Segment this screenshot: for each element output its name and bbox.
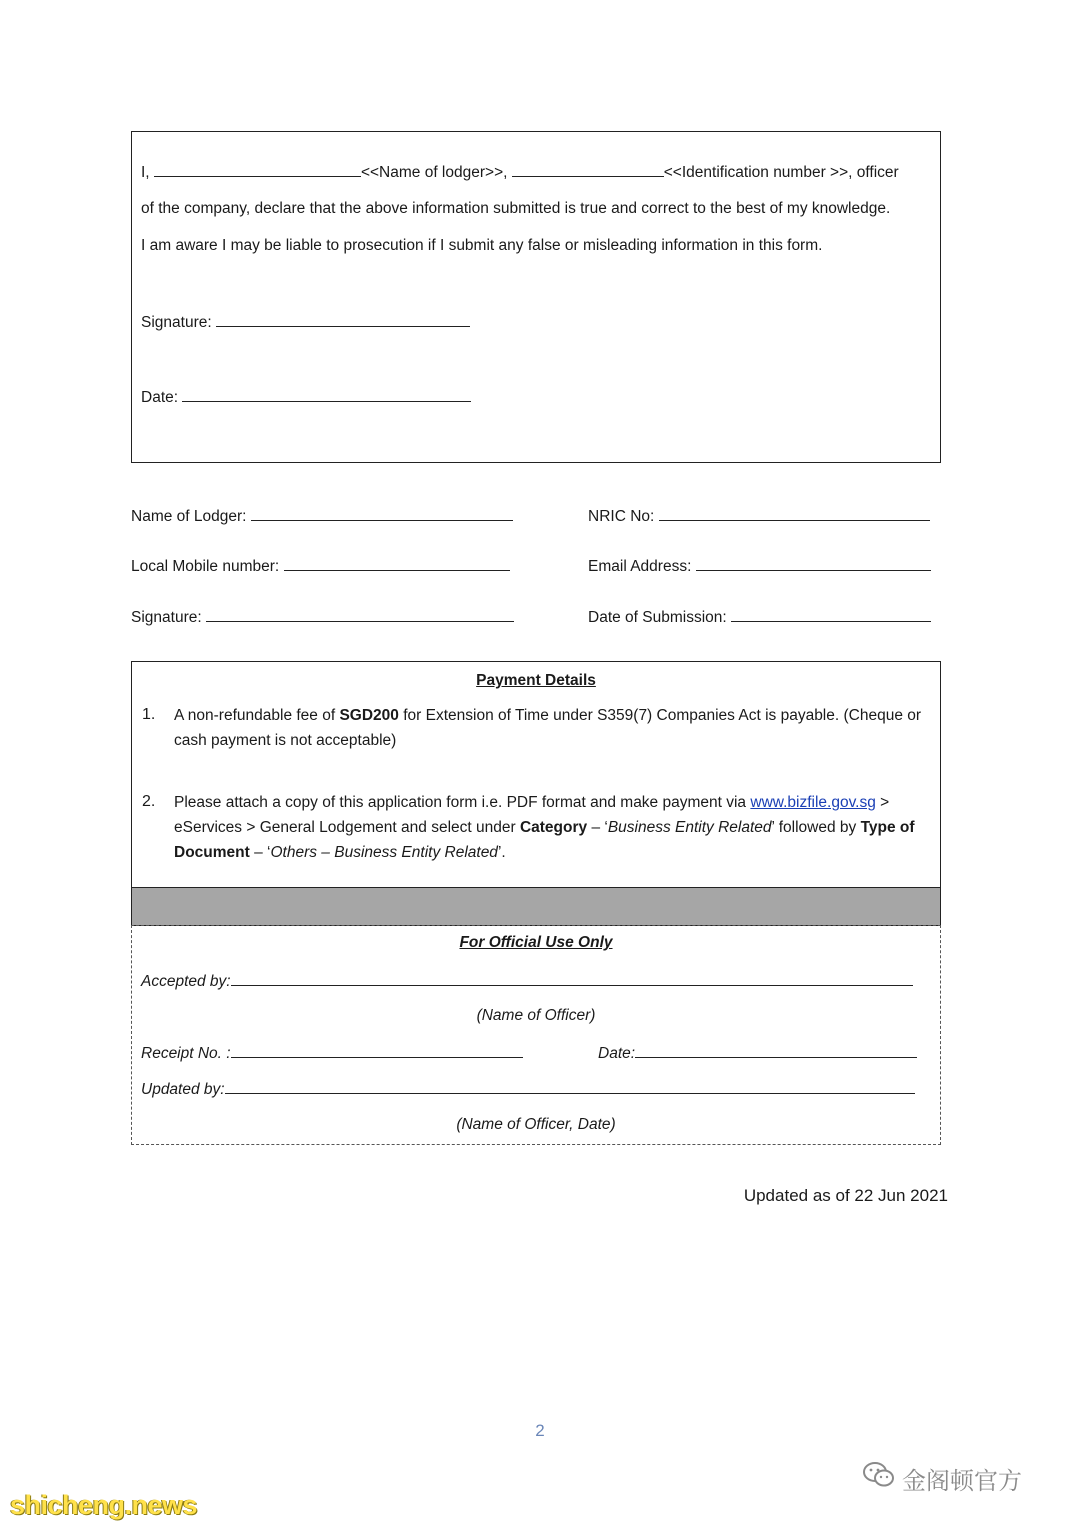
- payment-item-2-number: 2.: [142, 793, 156, 810]
- lodger-name-field: [131, 506, 513, 526]
- page-number: 2: [535, 1421, 545, 1440]
- submission-date-label: Date of Submission:: [588, 609, 727, 626]
- receipt-input[interactable]: [231, 1043, 523, 1058]
- lodger-name-blank[interactable]: [154, 162, 361, 177]
- category-label: Category: [519, 819, 588, 836]
- nric-field: [588, 506, 930, 526]
- payment-details-box: [131, 661, 941, 888]
- updated-date-note: Updated as of 22 Jun 2021: [743, 1186, 948, 1205]
- declaration-signature-label: Signature:: [141, 314, 212, 331]
- official-date-field: [598, 1043, 917, 1063]
- identification-blank[interactable]: [512, 162, 664, 177]
- identification-placeholder: <<Identification number >>, officer: [663, 164, 899, 181]
- official-use-title: For Official Use Only: [459, 934, 613, 951]
- site-watermark: shicheng.news: [10, 1490, 198, 1520]
- lodger-signature-field: [131, 607, 514, 627]
- payment-item-1-text-b: for Extension of Time under S359(7) Companies Act is payable. (Cheque or cash payment is not acceptable): [174, 707, 922, 749]
- payment-item-2-text-a: Please attach a copy of this application form i.e. PDF format and make payment via: [174, 794, 751, 811]
- name-of-officer-caption: (Name of Officer): [476, 1007, 596, 1024]
- declaration-date-blank[interactable]: [182, 387, 471, 402]
- declaration-line-2: of the company, declare that the above information submitted is true and correct to the best of my knowledge.: [141, 200, 891, 217]
- wechat-icon: [862, 1461, 896, 1496]
- payment-item-2-text-e: – ‘: [249, 844, 271, 861]
- declaration-line-1: [141, 162, 899, 182]
- payment-details-title: Payment Details: [476, 672, 596, 689]
- nric-input[interactable]: [659, 506, 930, 521]
- payment-item-1: [174, 703, 932, 753]
- document-type-label: Type of Document: [174, 819, 915, 861]
- receipt-label: Receipt No. :: [141, 1045, 231, 1062]
- document-type-value: Others – Business Entity Related: [270, 844, 498, 861]
- lodger-name-placeholder: <<Name of lodger>>,: [360, 164, 508, 181]
- payment-item-1-text-a: A non-refundable fee of: [174, 707, 340, 724]
- wechat-account-name: 金阁顿官方: [902, 1468, 1022, 1495]
- name-of-officer-date-caption: (Name of Officer, Date): [456, 1116, 616, 1133]
- nric-label: NRIC No:: [588, 508, 655, 525]
- email-field: [588, 556, 931, 576]
- declaration-signature-field: [141, 312, 470, 332]
- payment-item-2-text-c: – ‘: [587, 819, 608, 836]
- payment-item-2-text-b: > eServices > General Lodgement and select under: [174, 794, 890, 836]
- lodger-name-input[interactable]: [251, 506, 513, 521]
- payment-item-1-number: 1.: [142, 706, 156, 723]
- updated-by-field: [141, 1079, 915, 1099]
- receipt-field: [141, 1043, 523, 1063]
- updated-by-input[interactable]: [225, 1079, 915, 1094]
- declaration-line-3: I am aware I may be liable to prosecution if I submit any false or misleading information in this form.: [141, 237, 823, 254]
- payment-item-2-text-d: ’ followed by: [771, 819, 861, 836]
- mobile-input[interactable]: [284, 556, 510, 571]
- email-label: Email Address:: [588, 558, 692, 575]
- official-use-box: [131, 925, 941, 1145]
- declaration-prefix: I,: [141, 164, 150, 181]
- updated-by-label: Updated by:: [141, 1081, 225, 1098]
- declaration-date-field: [141, 387, 471, 407]
- separator-bar: [131, 887, 941, 926]
- payment-item-2: [174, 790, 932, 865]
- payment-item-2-text-f: ’.: [497, 844, 506, 861]
- declaration-date-label: Date:: [141, 389, 179, 406]
- email-input[interactable]: [696, 556, 931, 571]
- payment-fee: SGD200: [339, 707, 399, 724]
- official-date-label: Date:: [598, 1045, 636, 1062]
- lodger-signature-label: Signature:: [131, 609, 202, 626]
- accepted-by-input[interactable]: [231, 971, 913, 986]
- bizfile-link[interactable]: www.bizfile.gov.sg: [750, 794, 876, 811]
- official-date-input[interactable]: [635, 1043, 917, 1058]
- mobile-label: Local Mobile number:: [131, 558, 280, 575]
- submission-date-input[interactable]: [731, 607, 931, 622]
- accepted-by-label: Accepted by:: [141, 973, 231, 990]
- submission-date-field: [588, 607, 931, 627]
- accepted-by-field: [141, 971, 913, 991]
- wechat-account-watermark: [862, 1461, 1022, 1496]
- lodger-signature-input[interactable]: [206, 607, 514, 622]
- mobile-field: [131, 556, 510, 576]
- category-value: Business Entity Related: [607, 819, 772, 836]
- declaration-signature-blank[interactable]: [216, 312, 470, 327]
- lodger-name-label: Name of Lodger:: [131, 508, 247, 525]
